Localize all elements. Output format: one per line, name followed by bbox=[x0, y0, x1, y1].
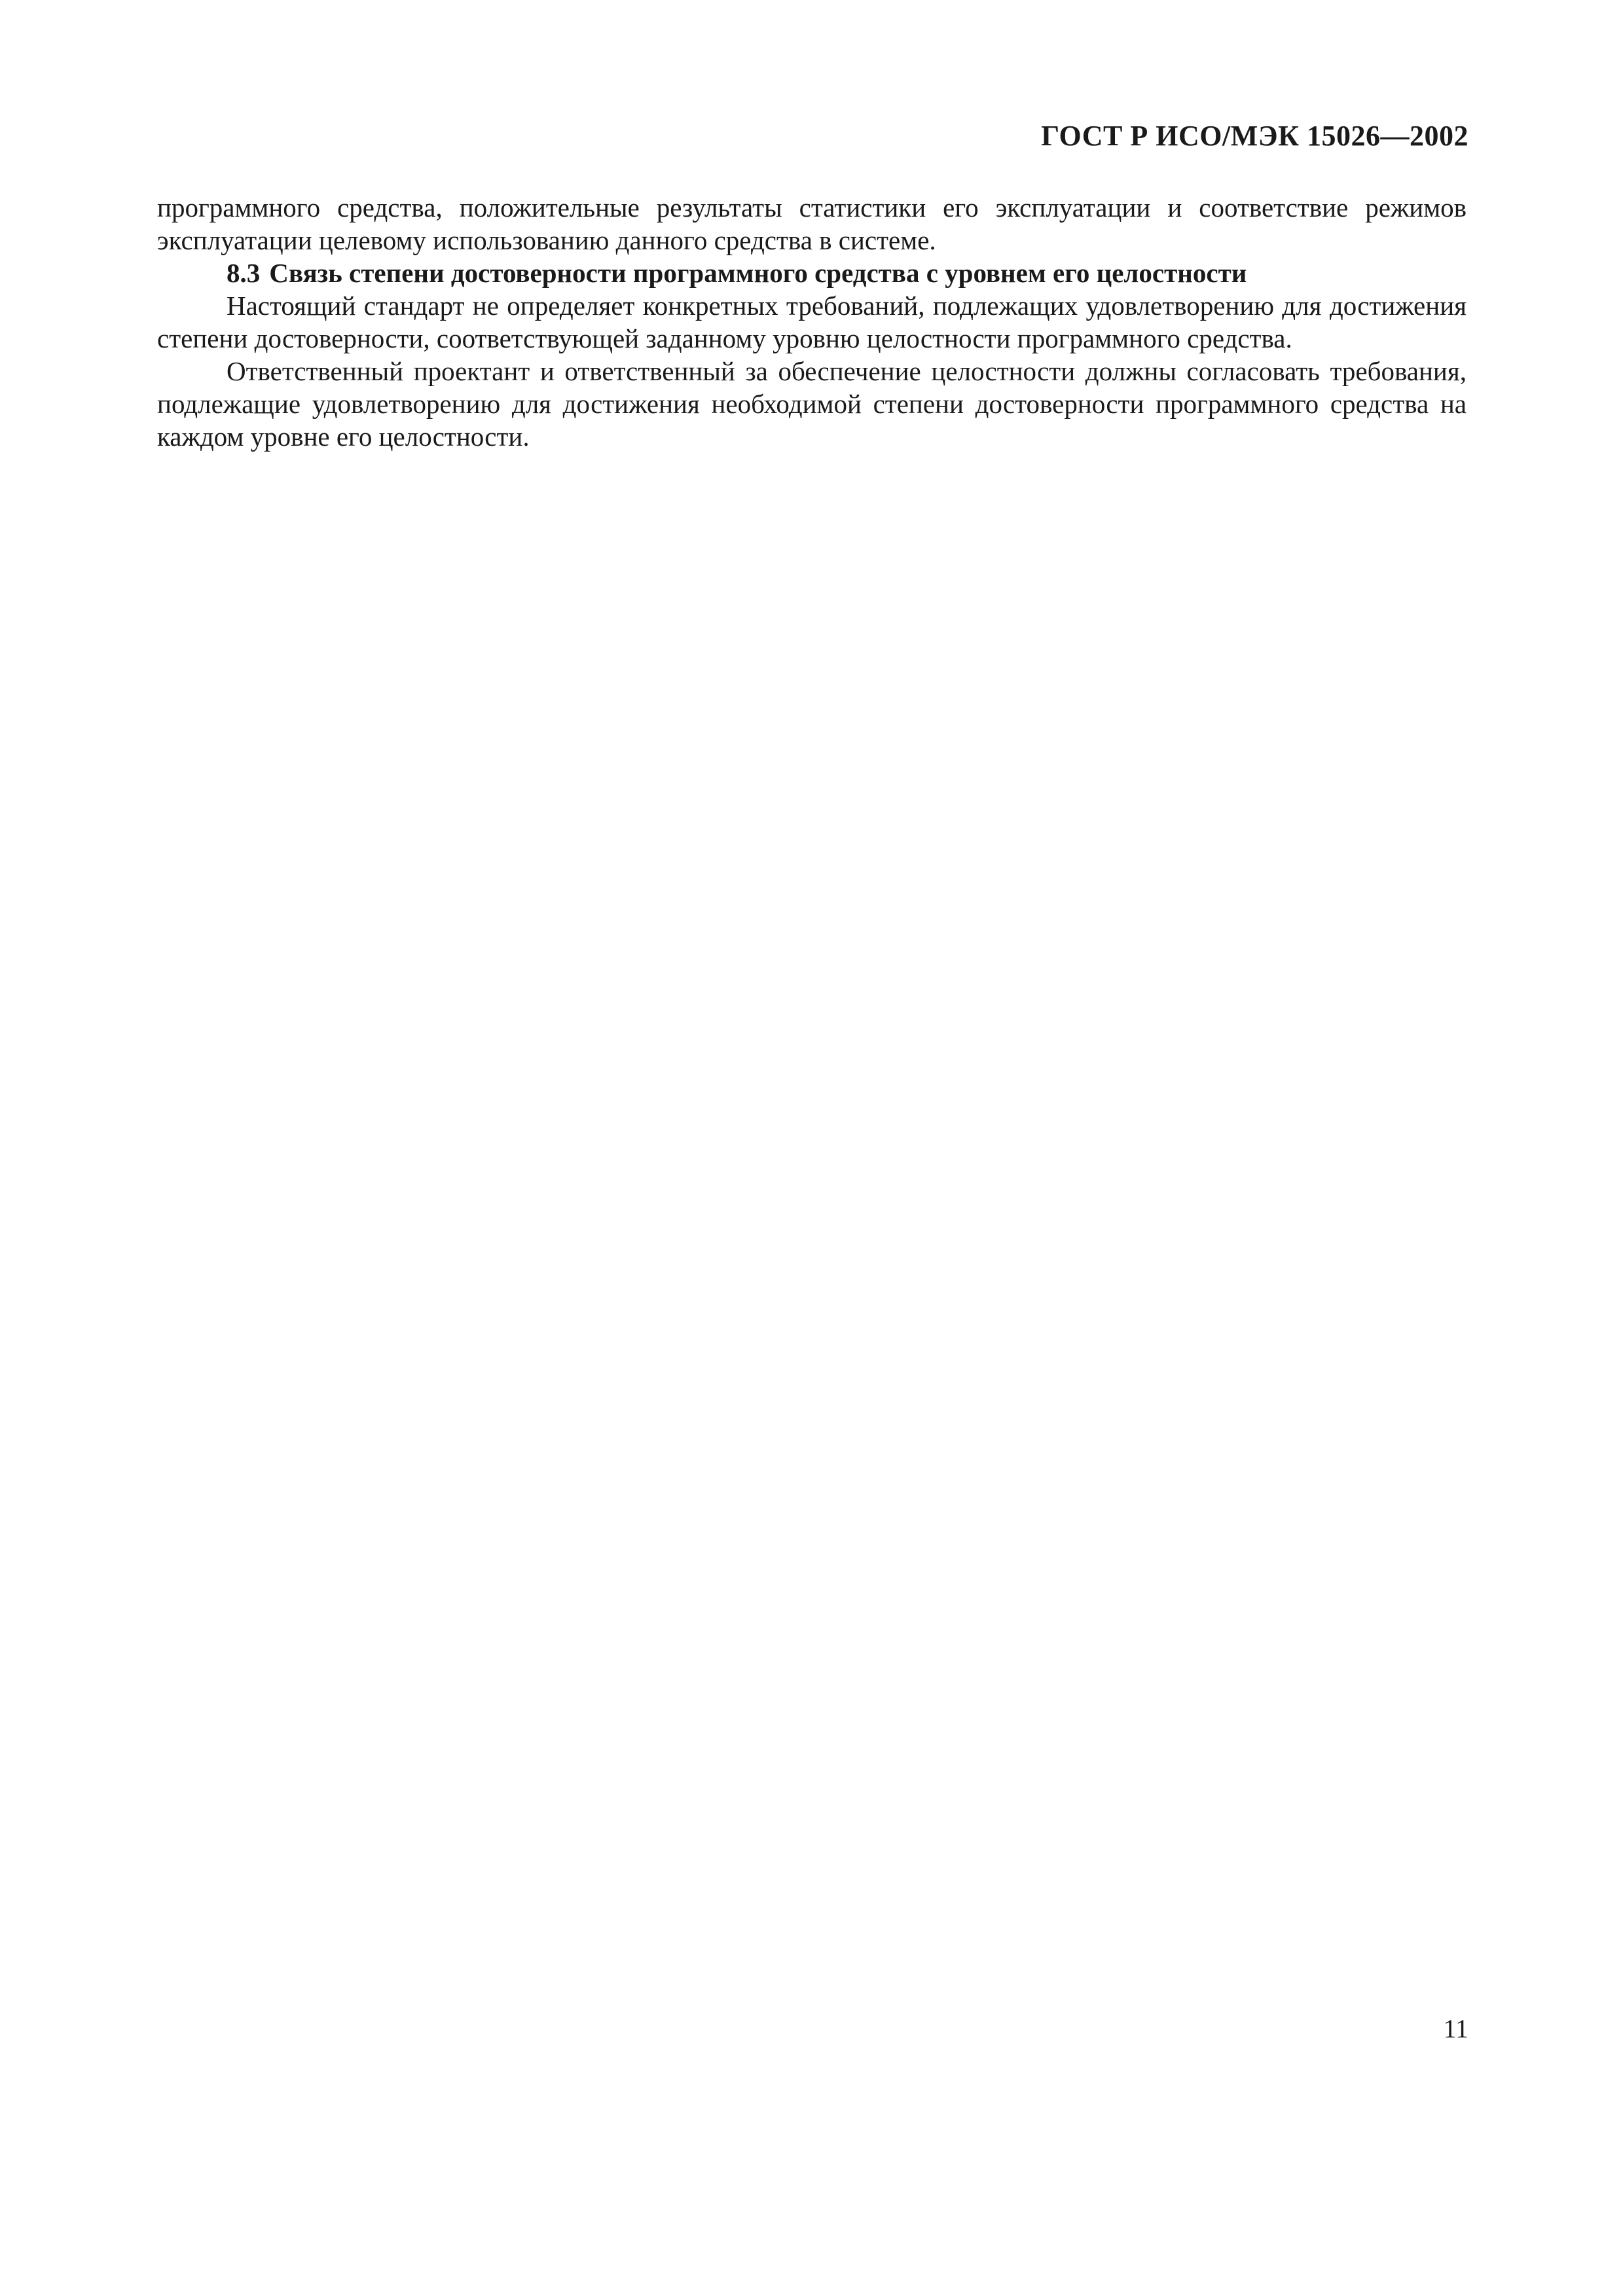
document-id: ГОСТ Р ИСО/МЭК 15026—2002 bbox=[1041, 120, 1468, 152]
section-number: 8.3 bbox=[227, 258, 261, 288]
section-title: Связь степени достоверности программного средства с уровнем его целостности bbox=[269, 258, 1247, 288]
page-number: 11 bbox=[1443, 2014, 1468, 2043]
section-heading bbox=[157, 257, 1467, 289]
page-body bbox=[157, 191, 1467, 453]
continuation-paragraph: программного средства, положительные результаты статистики его эксплуатации и соответствие режимов эксплуатации целевому использованию данного средства в системе. bbox=[157, 192, 1467, 255]
document-header bbox=[1041, 119, 1468, 152]
paragraph: Настоящий стандарт не определяет конкретных требований, подлежащих удовлетворению для достижения степени достоверности, соответствующей заданному уровню целостности программного средства. bbox=[157, 291, 1467, 353]
paragraph: Ответственный проектант и ответственный за обеспечение целостности должны согласовать требования, подлежащие удовлетворению для достижения необходимой степени достоверности программного средства на каждом уровне его целостности. bbox=[157, 356, 1467, 452]
